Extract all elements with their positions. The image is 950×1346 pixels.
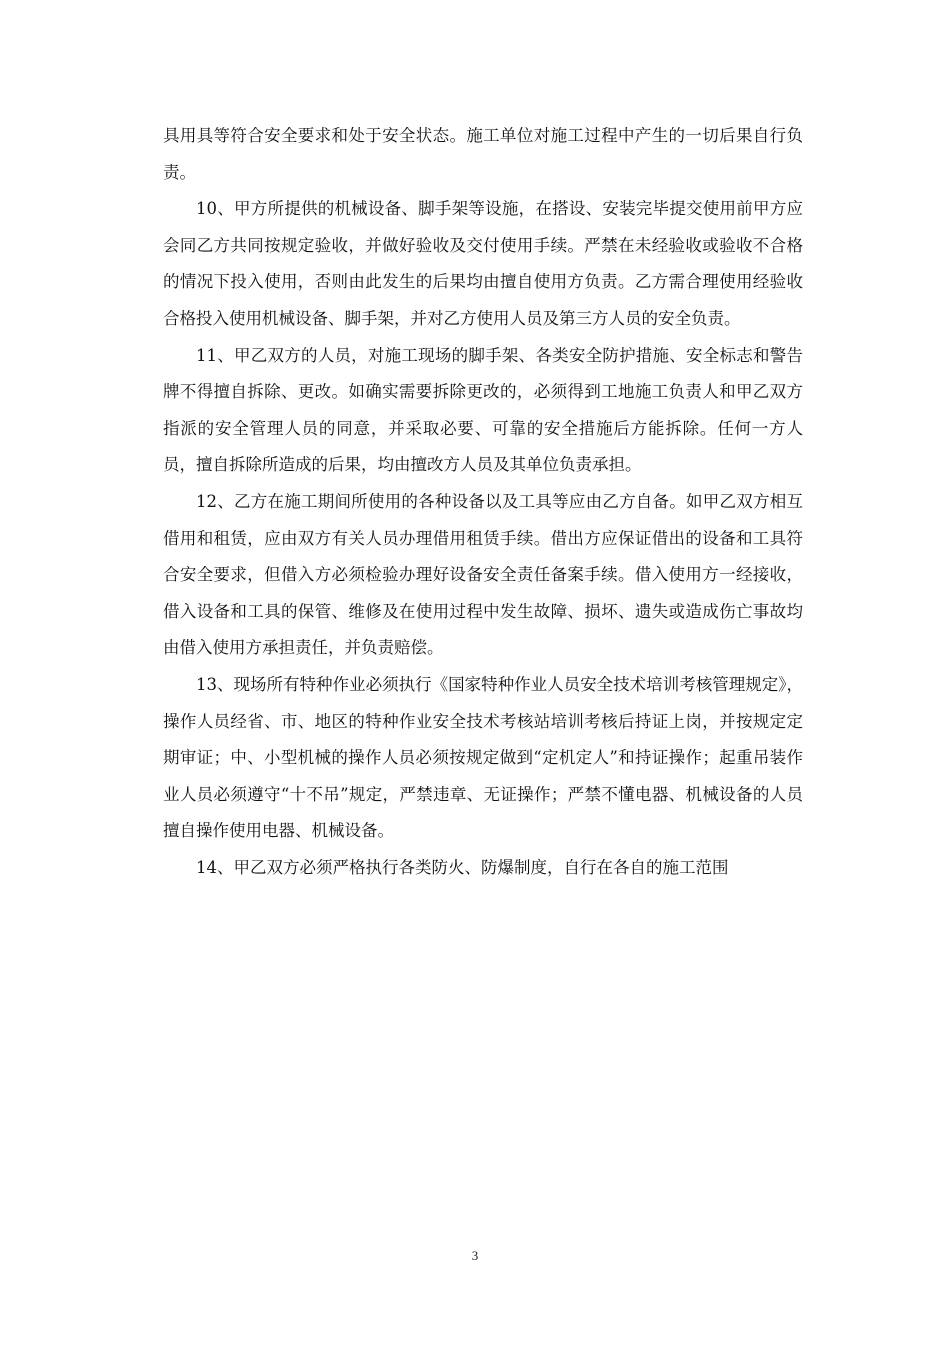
paragraph-item-12: 12、乙方在施工期间所使用的各种设备以及工具等应由乙方自备。如甲乙双方相互借用和租赁，应由双方有关人员办理借用租赁手续。借出方应保证借出的设备和工具符合安全要求，但借入方必须检验办理好设备安全责任备案手续。借入使用方一经接收，借入设备和工具的保管、维修及在使用过程中发生故障、损坏、遗失或造成伤亡事故均由借入使用方承担责任，并负责赔偿。: [163, 491, 803, 658]
body-text: [163, 118, 803, 886]
paragraph-item-11: 11、甲乙双方的人员，对施工现场的脚手架、各类安全防护措施、安全标志和警告牌不得擅自拆除、更改。如确实需要拆除更改的，必须得到工地施工负责人和甲乙双方指派的安全管理人员的同意，并采取必要、可靠的安全措施后方能拆除。任何一方人员，擅自拆除所造成的后果，均由擅改方人员及其单位负责承担。: [163, 345, 803, 475]
paragraph-item-10: 10、甲方所提供的机械设备、脚手架等设施，在搭设、安装完毕提交使用前甲方应会同乙方共同按规定验收，并做好验收及交付使用手续。严禁在未经验收或验收不合格的情况下投入使用，否则由此发生的后果均由擅自使用方负责。乙方需合理使用经验收合格投入使用机械设备、脚手架，并对乙方使用人员及第三方人员的安全负责。: [163, 199, 803, 328]
paragraph-item-13: 13、现场所有特种作业必须执行《国家特种作业人员安全技术培训考核管理规定》，操作人员经省、市、地区的特种作业安全技术考核站培训考核后持证上岗，并按规定定期审证；中、小型机械的操作人员必须按规定做到“定机定人”和持证操作；起重吊装作业人员必须遵守“十不吊”规定，严禁违章、无证操作；严禁不懂电器、机械设备的人员擅自操作使用电器、机械设备。: [163, 674, 803, 841]
page-number: 3: [471, 1248, 479, 1263]
paragraph-item-14: 14、甲乙双方必须严格执行各类防火、防爆制度，自行在各自的施工范围: [196, 857, 729, 877]
paragraph-continuation: 具用具等符合安全要求和处于安全状态。施工单位对施工过程中产生的一切后果自行负责。: [163, 126, 803, 182]
